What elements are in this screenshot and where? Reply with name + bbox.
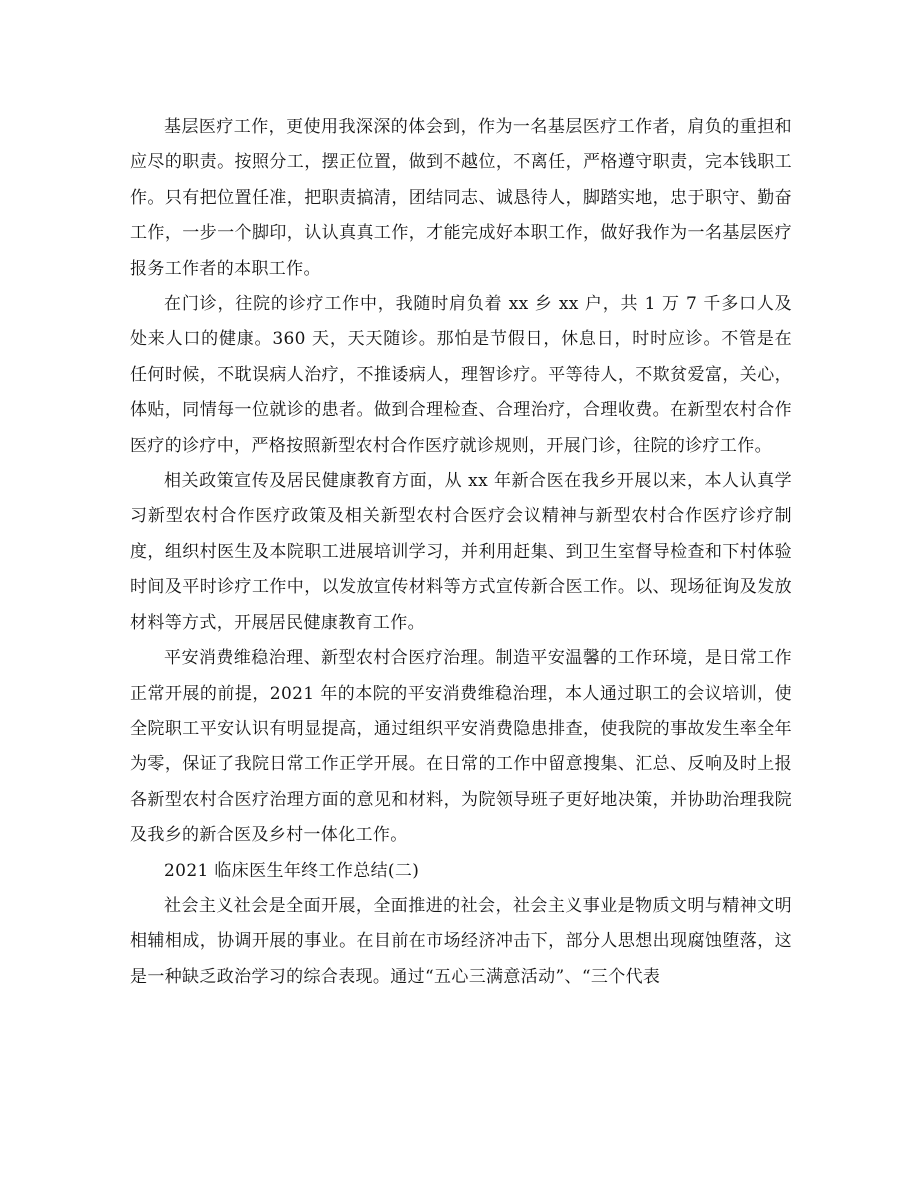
section-heading: 2021 临床医生年终工作总结(二) bbox=[164, 860, 420, 881]
paragraph-2: 在门诊，往院的诊疗工作中，我随时肩负着 xx 乡 xx 户，共 1 万 7 千多口人及处来人口的健康。360 天，天天随诊。那怕是节假日，休息日，时时应诊。不管是在任何时候，不耽误病人治疗，不推诿病人，理智诊疗。平等待人，不欺贫爱富，关心，体贴，同情每一位就诊的患者。做到合理检查、合理治疗，合理收费。在新型农村合作医疗的诊疗中，严格按照新型农村合作医疗就诊规则，开展门诊，往院的诊疗工作。 bbox=[130, 294, 792, 456]
paragraph-3: 相关政策宣传及居民健康教育方面，从 xx 年新合医在我乡开展以来，本人认真学习新型农村合作医疗政策及相关新型农村合医疗会议精神与新型农村合作医疗诊疗制度，组织村医生及本院职工进展培训学习，并利用赶集、到卫生室督导检查和下村体验时间及平时诊疗工作中，以发放宣传材料等方式宣传新合医工作。以、现场征询及发放材料等方式，开展居民健康教育工作。 bbox=[130, 471, 792, 633]
paragraph-5: 社会主义社会是全面开展，全面推进的社会，社会主义事业是物质文明与精神文明相辅相成，协调开展的事业。在目前在市场经济冲击下，部分人思想出现腐蚀堕落，这是一种缺乏政治学习的综合表现。通过“五心三满意活动”、“三个代表 bbox=[130, 895, 792, 987]
paragraph-1: 基层医疗工作，更使用我深深的体会到，作为一名基层医疗工作者，肩负的重担和应尽的职责。按照分工，摆正位置，做到不越位，不离任，严格遵守职责，完本钱职工作。只有把位置任准，把职责搞清，团结同志、诚恳待人，脚踏实地，忠于职守、勤奋工作，一步一个脚印，认认真真工作，才能完成好本职工作，做好我作为一名基层医疗报务工作者的本职工作。 bbox=[130, 117, 792, 279]
document-body bbox=[130, 110, 792, 995]
paragraph-4: 平安消费维稳治理、新型农村合医疗治理。制造平安温馨的工作环境，是日常工作正常开展的前提，2021 年的本院的平安消费维稳治理，本人通过职工的会议培训，使全院职工平安认识有明显提高，通过组织平安消费隐患排查，使我院的事故发生率全年为零，保证了我院日常工作正学开展。在日常的工作中留意搜集、汇总、反响及时上报各新型农村合医疗治理方面的意见和材料，为院领导班子更好地决策，并协助治理我院及我乡的新合医及乡村一体化工作。 bbox=[130, 648, 792, 846]
